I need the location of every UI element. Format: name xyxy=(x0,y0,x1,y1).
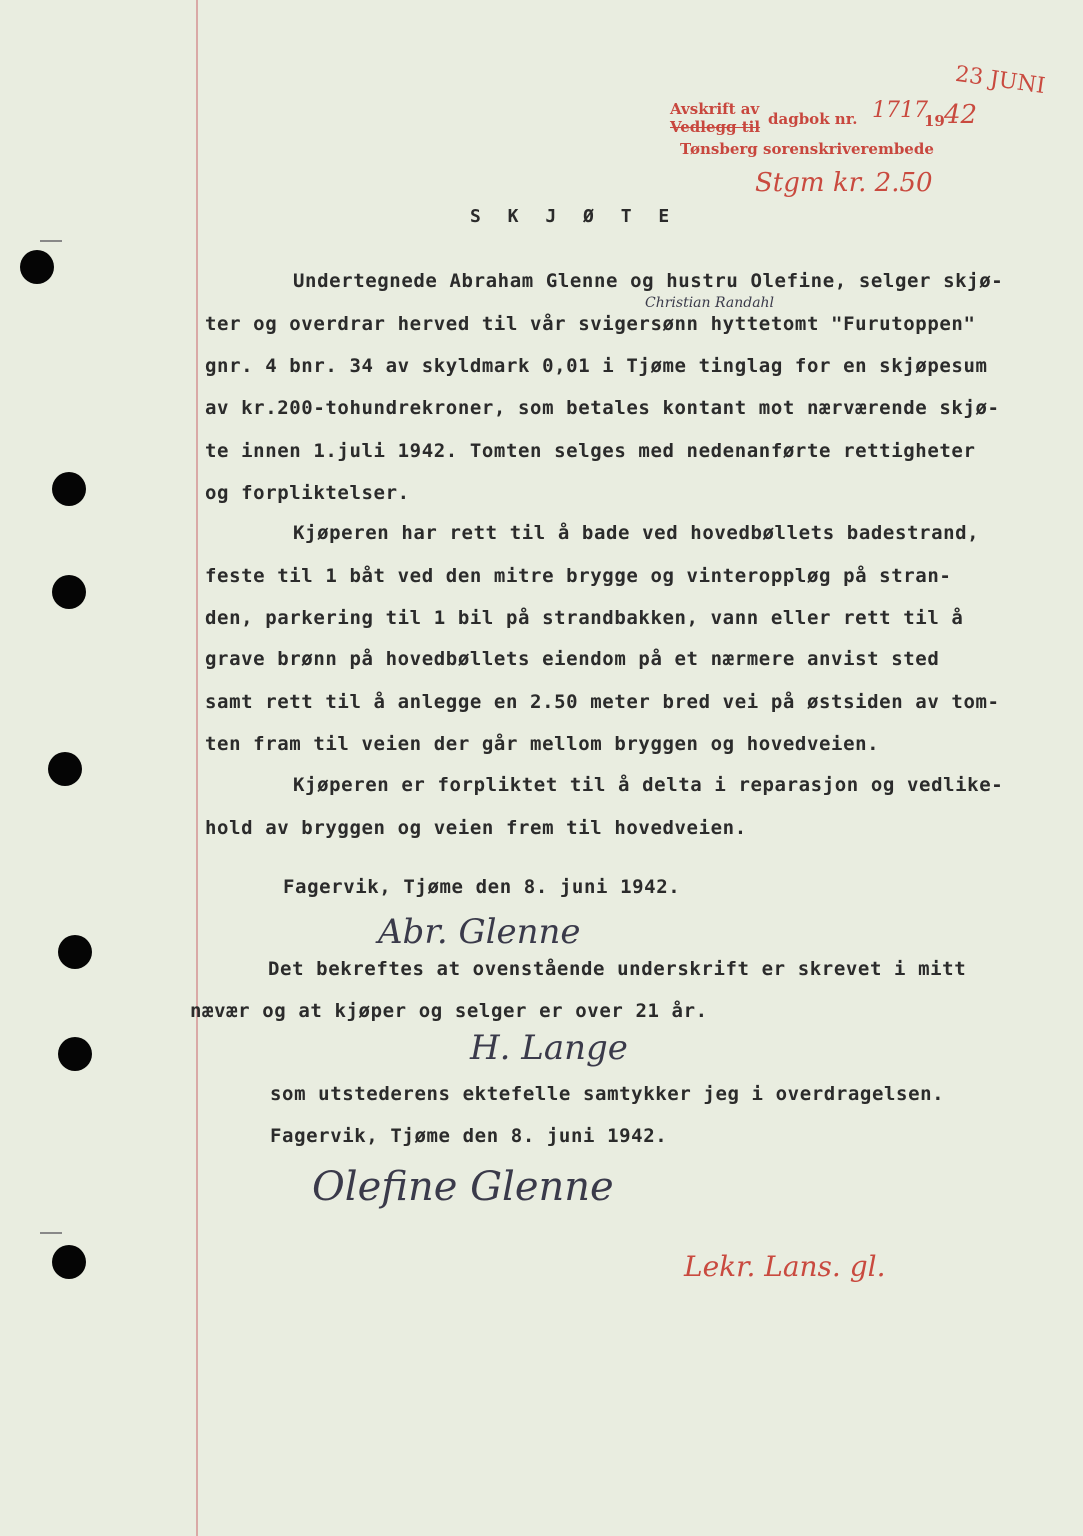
punch-hole-7 xyxy=(52,1245,86,1279)
punch-hole-5 xyxy=(58,935,92,969)
clerk-note: Lekr. Lans. gl. xyxy=(684,1250,886,1283)
inserted-name: Christian Randahl xyxy=(645,295,775,311)
consent-line: som utstederens ektefelle samtykker jeg i overdragelsen. xyxy=(270,1083,945,1105)
attestation-line: Det bekreftes at ovenstående underskrift er skrevet i mitt xyxy=(268,958,967,980)
body-line: feste til 1 båt ved den mitre brygge og vinteroppløg på stran- xyxy=(205,565,952,587)
body-line: hold av bryggen og veien frem til hovedveien. xyxy=(205,817,747,839)
document-title: S K J Ø T E xyxy=(470,206,678,227)
witness-signature: H. Lange xyxy=(470,1028,628,1068)
body-line: samt rett til å anlegge en 2.50 meter bred vei på østsiden av tom- xyxy=(205,691,1000,713)
stamp-year-prefix: 19 xyxy=(924,112,945,130)
seller-signature: Abr. Glenne xyxy=(378,912,581,952)
punch-hole-6 xyxy=(58,1037,92,1071)
place-date-line-2: Fagervik, Tjøme den 8. juni 1942. xyxy=(270,1125,668,1147)
stamp-fee: Stgm kr. 2.50 xyxy=(755,168,933,198)
margin-line xyxy=(196,0,198,1536)
punch-hole-3 xyxy=(52,575,86,609)
body-line: den, parkering til 1 bil på strandbakken, vann eller rett til å xyxy=(205,607,964,629)
body-line: te innen 1.juli 1942. Tomten selges med nedenanførte rettigheter xyxy=(205,440,976,462)
punch-hole-4 xyxy=(48,752,82,786)
body-line: og forpliktelser. xyxy=(205,482,410,504)
body-line: grave brønn på hovedbøllets eiendom på et nærmere anvist sted xyxy=(205,648,940,670)
punch-hole-2 xyxy=(52,472,86,506)
stamp-date: 23 JUNI xyxy=(953,61,1047,100)
stamp-office: Tønsberg sorenskriverembede xyxy=(680,140,934,158)
stamp-line-2: Vedlegg til xyxy=(670,118,761,136)
punch-hole-1 xyxy=(20,250,54,284)
spouse-signature: Olefine Glenne xyxy=(312,1164,614,1210)
stamp-number: 1717 xyxy=(872,98,928,123)
body-line: gnr. 4 bnr. 34 av skyldmark 0,01 i Tjøme tinglag for en skjøpesum xyxy=(205,355,988,377)
margin-tick xyxy=(40,1232,62,1234)
stamp-year-suffix: 42 xyxy=(944,100,978,130)
body-line: Kjøperen har rett til å bade ved hovedbøllets badestrand, xyxy=(293,522,980,544)
place-date-line: Fagervik, Tjøme den 8. juni 1942. xyxy=(283,876,681,898)
body-line: Undertegnede Abraham Glenne og hustru Olefine, selger skjø- xyxy=(293,270,1004,292)
body-line: ter og overdrar herved til vår svigersønn hyttetomt "Furutoppen" xyxy=(205,313,976,335)
margin-tick xyxy=(40,240,62,242)
stamp-dagbok: dagbok nr. xyxy=(768,110,858,128)
body-line: av kr.200-tohundrekroner, som betales kontant mot nærværende skjø- xyxy=(205,397,1000,419)
stamp-line-1: Avskrift av xyxy=(670,100,760,118)
body-line: ten fram til veien der går mellom bryggen og hovedveien. xyxy=(205,733,880,755)
attestation-line: nævær og at kjøper og selger er over 21 år. xyxy=(190,1000,708,1022)
body-line: Kjøperen er forpliktet til å delta i reparasjon og vedlike- xyxy=(293,774,1004,796)
